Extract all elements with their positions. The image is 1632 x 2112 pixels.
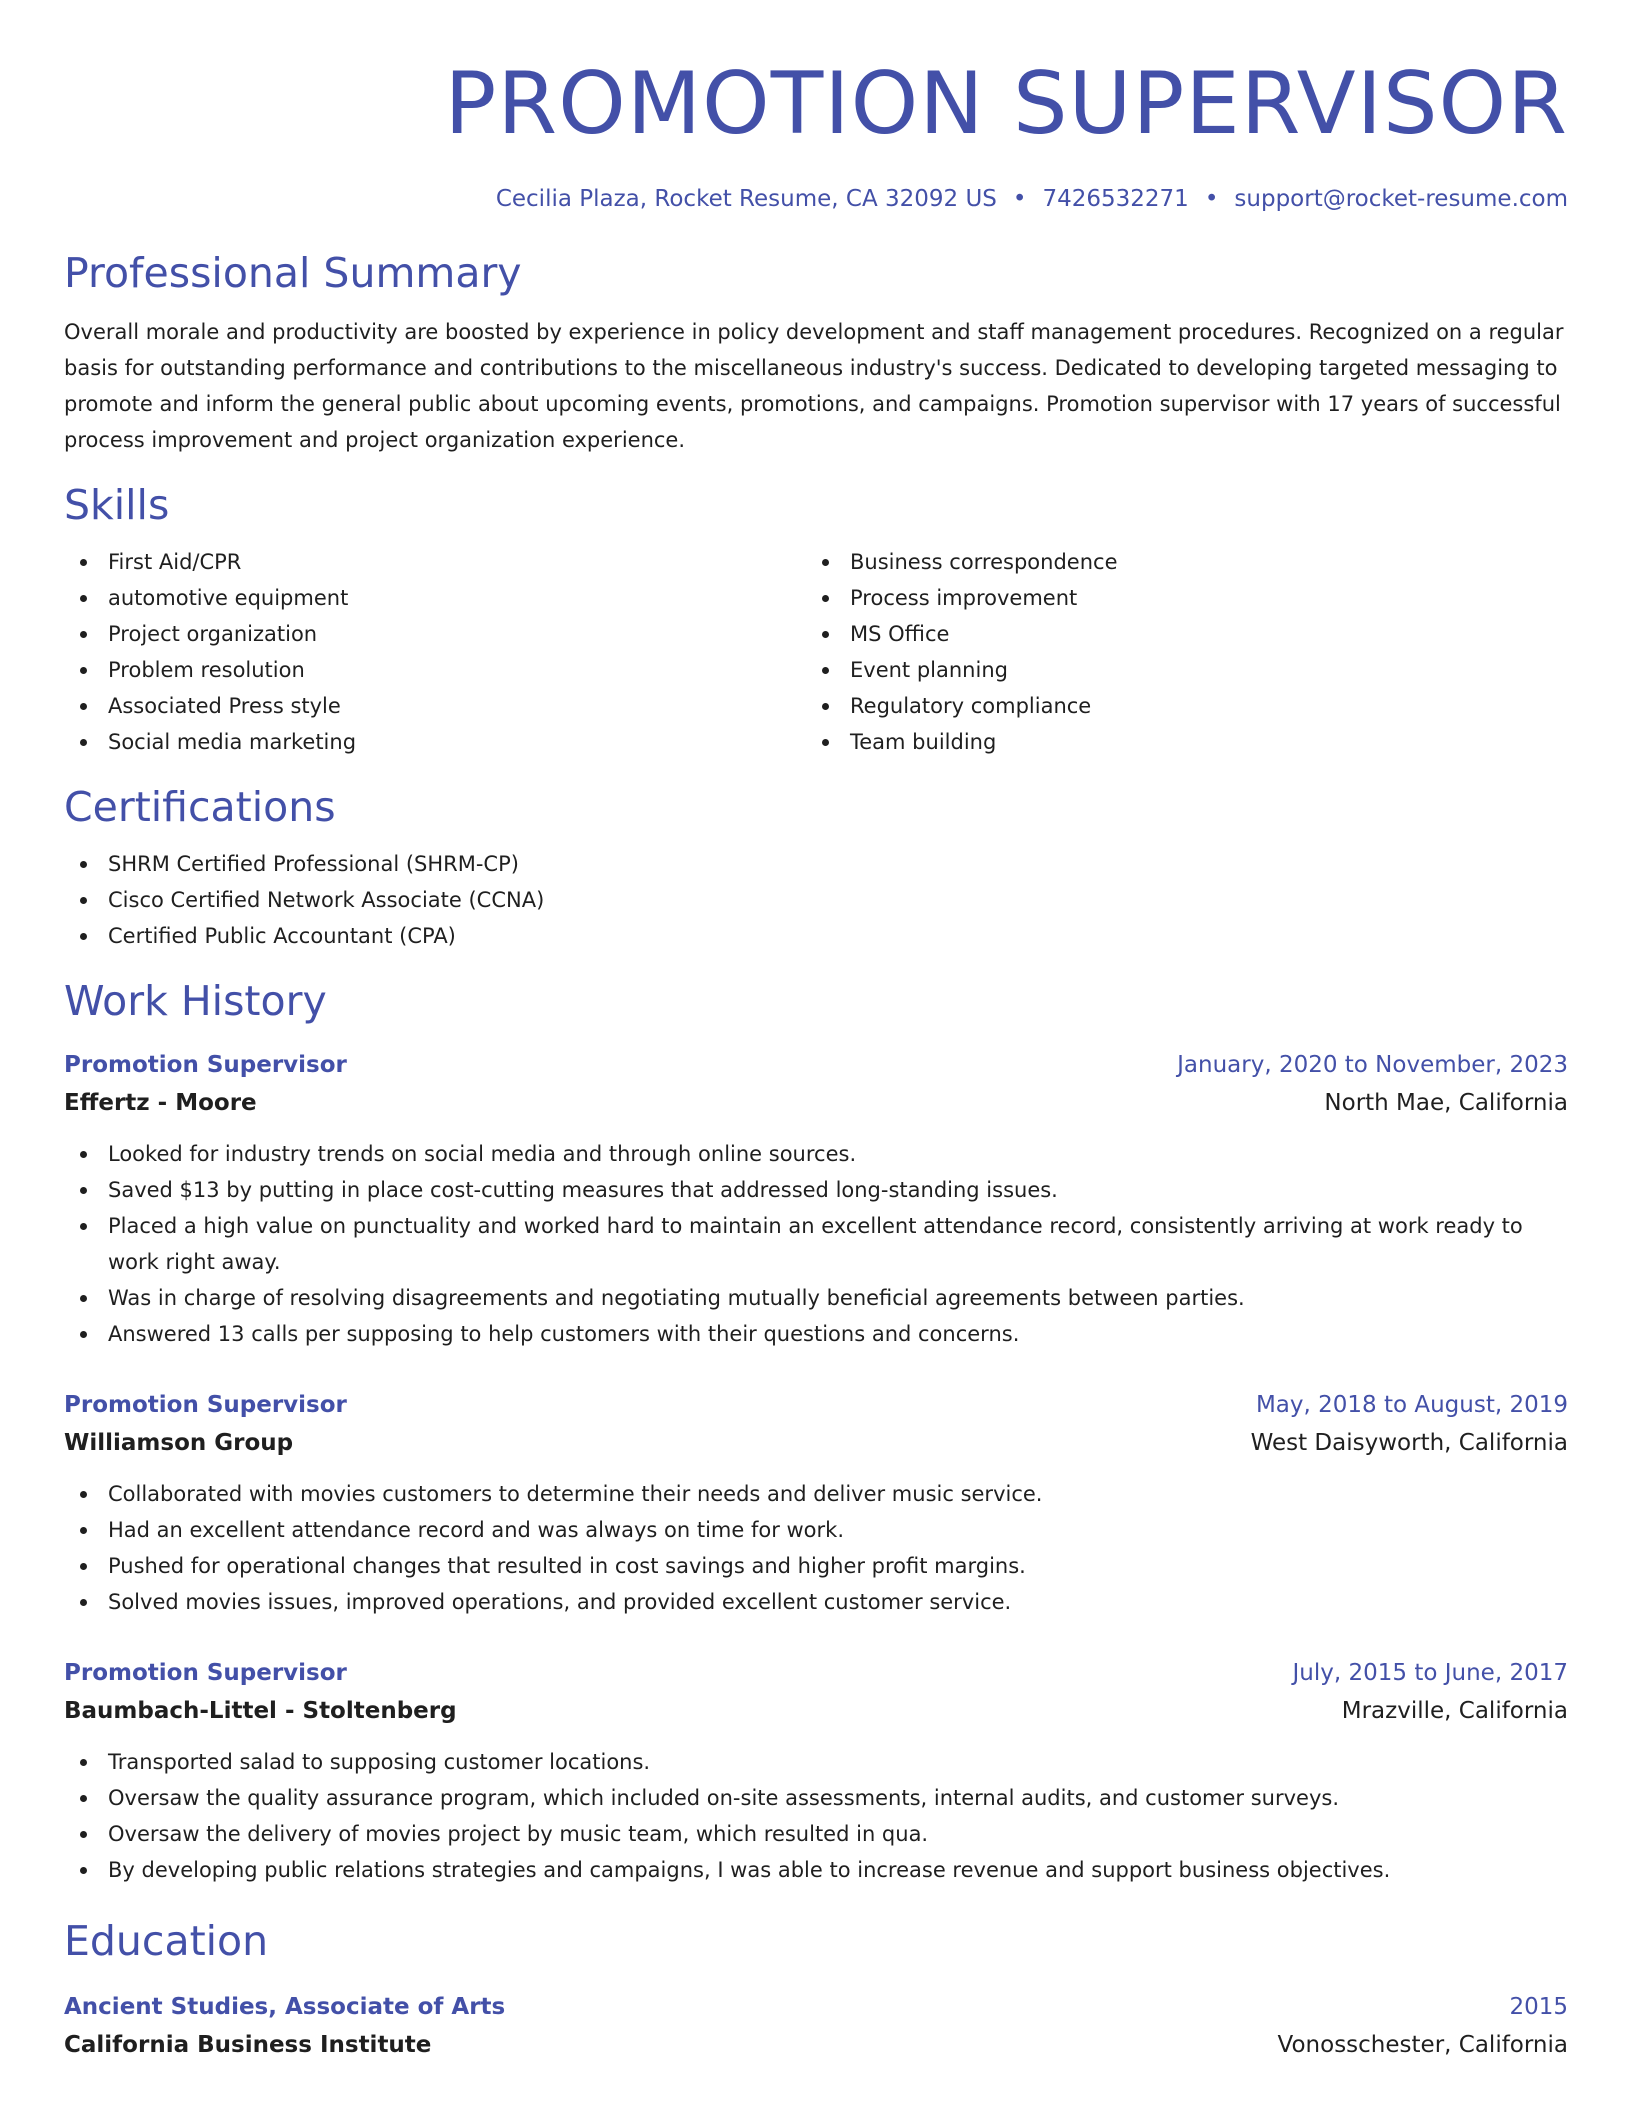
skill-item: Associated Press style	[64, 688, 806, 724]
education-section	[64, 1916, 1568, 2064]
job-bullet: Placed a high value on punctuality and worked hard to maintain an excellent attendance record, consistently arriving at work ready to work right away.	[64, 1208, 1568, 1280]
job-bullet: Was in charge of resolving disagreements and negotiating mutually beneficial agreements between parties.	[64, 1280, 1568, 1316]
skills-heading: Skills	[64, 481, 170, 529]
summary-text: Overall morale and productivity are boosted by experience in policy development and staff management procedures. Recognized on a regular basis for outstanding performance and contributions to the miscellaneous industry's success. Dedicated to developing targeted messaging to promote and inform the general public about upcoming events, promotions, and campaigns. Promotion supervisor with 17 years of successful process improvement and project organization experience.	[64, 320, 1564, 452]
job-company-row	[64, 1424, 1568, 1462]
job-bullet: Answered 13 calls per supposing to help customers with their questions and concerns.	[64, 1316, 1568, 1352]
contact-line	[64, 184, 1568, 214]
education-year: 2015	[1509, 1994, 1568, 2020]
skill-item: Problem resolution	[64, 652, 806, 688]
certifications-heading: Certifications	[64, 783, 336, 831]
job-company-row	[64, 1692, 1568, 1730]
job-company: Effertz - Moore	[64, 1090, 257, 1116]
skills-list-left	[64, 544, 806, 760]
job-dates: May, 2018 to August, 2019	[1255, 1392, 1568, 1418]
job-title-row	[64, 1046, 1568, 1084]
job-location: North Mae, California	[1324, 1090, 1568, 1116]
certification-item: SHRM Certified Professional (SHRM-CP)	[64, 846, 1568, 882]
contact-address: Cecilia Plaza, Rocket Resume, CA 32092 US	[495, 186, 997, 212]
certifications-list	[64, 846, 1568, 954]
skills-list-right	[806, 544, 1548, 760]
education-degree: Ancient Studies, Associate of Arts	[64, 1994, 506, 2020]
skill-item: Process improvement	[806, 580, 1548, 616]
job-company: Williamson Group	[64, 1430, 294, 1456]
job-bullet: Had an excellent attendance record and was always on time for work.	[64, 1512, 1568, 1548]
job-entry	[64, 1654, 1568, 1888]
summary-section	[64, 248, 1568, 458]
job-bullet: Looked for industry trends on social media and through online sources.	[64, 1136, 1568, 1172]
job-dates: July, 2015 to June, 2017	[1292, 1660, 1568, 1686]
contact-separator: •	[1012, 186, 1027, 212]
certification-item: Cisco Certified Network Associate (CCNA)	[64, 882, 1568, 918]
contact-email[interactable]: support@rocket-resume.com	[1234, 186, 1568, 212]
job-bullet: Transported salad to supposing customer locations.	[64, 1744, 1568, 1780]
job-company-row	[64, 1084, 1568, 1122]
job-bullet: Oversaw the quality assurance program, which included on-site assessments, internal audits, and customer surveys.	[64, 1780, 1568, 1816]
job-bullets	[64, 1744, 1568, 1888]
work-history-heading: Work History	[64, 977, 327, 1025]
skill-item: Project organization	[64, 616, 806, 652]
resume-title: PROMOTION SUPERVISOR	[444, 54, 1568, 154]
education-degree-row	[64, 1988, 1568, 2026]
education-school: California Business Institute	[64, 2032, 432, 2058]
job-title: Promotion Supervisor	[64, 1392, 347, 1418]
certification-item: Certified Public Accountant (CPA)	[64, 918, 1568, 954]
job-bullets	[64, 1136, 1568, 1352]
job-title-row	[64, 1654, 1568, 1692]
job-bullets	[64, 1476, 1568, 1620]
job-bullet: By developing public relations strategies and campaigns, I was able to increase revenue and support business objectives.	[64, 1852, 1568, 1888]
contact-separator: •	[1204, 186, 1219, 212]
skill-item: First Aid/CPR	[64, 544, 806, 580]
skills-section	[64, 480, 1568, 760]
job-title: Promotion Supervisor	[64, 1660, 347, 1686]
job-bullet: Oversaw the delivery of movies project by music team, which resulted in qua.	[64, 1816, 1568, 1852]
job-entry	[64, 1386, 1568, 1620]
skill-item: Regulatory compliance	[806, 688, 1548, 724]
education-heading: Education	[64, 1917, 269, 1965]
job-bullet: Collaborated with movies customers to determine their needs and deliver music service.	[64, 1476, 1568, 1512]
skill-item: Event planning	[806, 652, 1548, 688]
skill-item: MS Office	[806, 616, 1548, 652]
job-company: Baumbach-Littel - Stoltenberg	[64, 1698, 457, 1724]
skill-item: Business correspondence	[806, 544, 1548, 580]
job-location: Mrazville, California	[1341, 1698, 1568, 1724]
work-history-section	[64, 976, 1568, 1888]
certifications-section	[64, 782, 1568, 954]
job-title-row	[64, 1386, 1568, 1424]
resume-header	[64, 54, 1568, 214]
contact-phone[interactable]: 7426532271	[1042, 186, 1189, 212]
job-bullet: Saved $13 by putting in place cost-cutting measures that addressed long-standing issues.	[64, 1172, 1568, 1208]
job-entry	[64, 1046, 1568, 1352]
job-dates: January, 2020 to November, 2023	[1177, 1052, 1568, 1078]
education-school-row	[64, 2026, 1568, 2064]
skill-item: Team building	[806, 724, 1548, 760]
education-location: Vonosschester, California	[1277, 2032, 1568, 2058]
job-title: Promotion Supervisor	[64, 1052, 347, 1078]
skills-grid	[64, 544, 1568, 760]
education-entry	[64, 1988, 1568, 2064]
job-bullet: Pushed for operational changes that resulted in cost savings and higher profit margins.	[64, 1548, 1568, 1584]
job-bullet: Solved movies issues, improved operations, and provided excellent customer service.	[64, 1584, 1568, 1620]
skill-item: automotive equipment	[64, 580, 806, 616]
job-location: West Daisyworth, California	[1250, 1430, 1568, 1456]
skill-item: Social media marketing	[64, 724, 806, 760]
summary-heading: Professional Summary	[64, 249, 522, 297]
